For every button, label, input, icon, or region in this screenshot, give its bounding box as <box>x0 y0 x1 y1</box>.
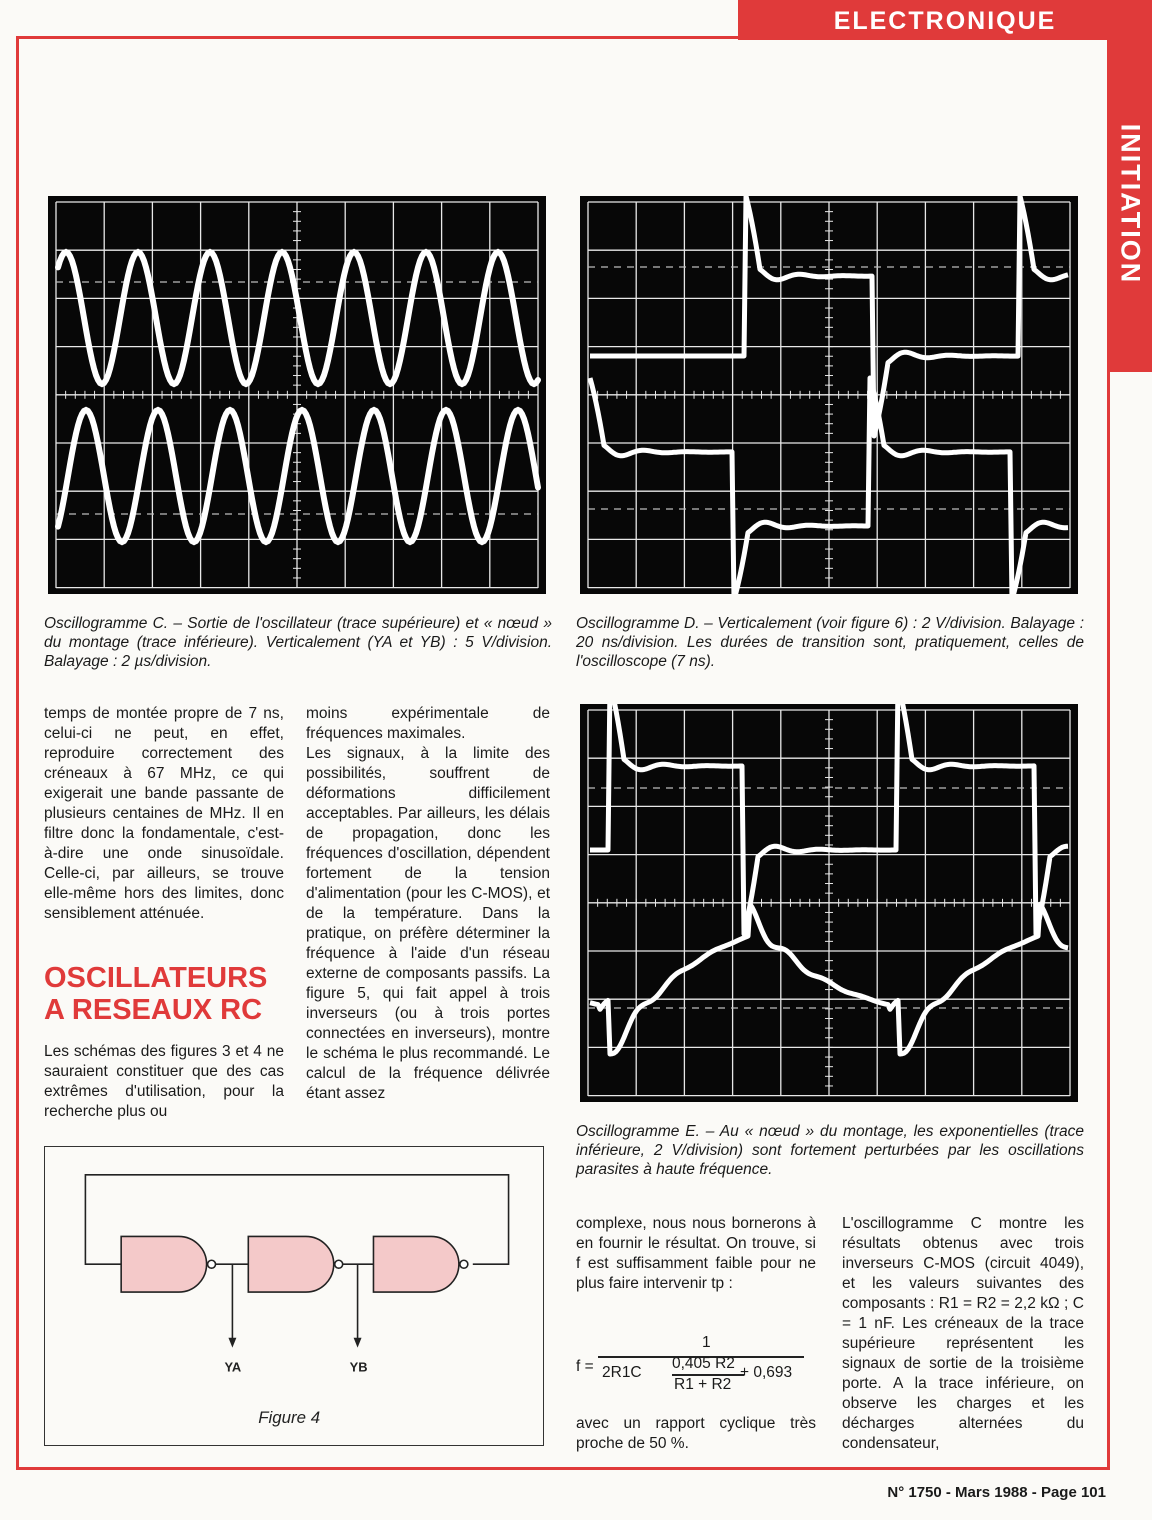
side-tab-label: INITIATION <box>1115 123 1146 285</box>
article-column-4 <box>842 1214 1084 1454</box>
page-footer: N° 1750 - Mars 1988 - Page 101 <box>887 1484 1106 1501</box>
figure-4-label: Figure 4 <box>258 1408 321 1428</box>
paragraph: moins expérimentale de fréquences maximales. <box>306 705 550 742</box>
nand-gate-1 <box>121 1236 206 1292</box>
article-column-2 <box>306 704 550 1104</box>
gate-3-bubble <box>460 1260 468 1268</box>
article-column-3 <box>576 1214 816 1294</box>
formula-numerator: 1 <box>702 1334 711 1351</box>
oscillogram-c <box>48 196 546 594</box>
output-b-label: YB <box>349 1359 368 1375</box>
formula-lhs: f = <box>576 1358 594 1375</box>
oscillogram-e <box>580 704 1078 1102</box>
oscillogram-c-screen <box>48 196 546 594</box>
article-column-1-bottom <box>44 1042 284 1122</box>
oscillogram-c-caption: Oscillogramme C. – Sortie de l'oscillateur (trace supérieure) et « nœud » du montage (trace inférieure). Verticalement (YA et YB) : 5 V/division. Balayage : 2 µs/division. <box>44 615 552 670</box>
paragraph: L'oscillogramme C montre les résultats obtenus avec trois inverseurs C-MOS (circuit 4049), et les valeurs suivantes des composants : R1 = R2 = 2,2 kΩ ; C = 1 nF. Les créneaux de la trace supérieure représentent les signaux de sortie de la troisième porte. A la trace inférieure, on observe les charges et les décharges alternées du condensateur, <box>842 1215 1084 1452</box>
section-heading: OSCILLATEURS A RESEAUX RC <box>44 962 268 1026</box>
formula-den-right: + 0,693 <box>740 1364 793 1381</box>
frequency-formula <box>576 1334 816 1404</box>
paragraph: complexe, nous nous bornerons à en fournir le résultat. On trouve, si f est suffisamment faible pour ne plus faire intervenir tp : <box>576 1215 816 1292</box>
nand-gate-3 <box>373 1236 458 1292</box>
formula-inner-den: R1 + R2 <box>674 1376 732 1393</box>
figure-4 <box>44 1146 544 1446</box>
paragraph: Les signaux, à la limite des possibilités, souffrent de déformations difficilement acceptables. Par ailleurs, les délais de propagation, donc les fréquences d'oscillation, dépendent fortement de la tension d'alimentation (pour les C-MOS), et de la température. Dans la pratique, on préfère déterminer la fréquence à l'aide d'un réseau externe de composants passifs. La figure 5, qui fait appel à trois inverseurs (ou à trois portes connectées en inverseurs), montre le schéma le plus recommandé. Le calcul de la fréquence délivrée étant assez <box>306 745 550 1102</box>
formula-inner-num: 0,405 R2 <box>672 1355 735 1372</box>
section-header: ELECTRONIQUE <box>738 0 1152 40</box>
paragraph: temps de montée propre de 7 ns, celui-ci ne peut, en effet, reproduire correctement des créneaux à 67 MHz, ce qui exigerait une bande passante de plusieurs centaines de MHz. Il en filtre donc la fondamentale, c'est-à-dire une onde sinusoïdale. Celle-ci, par ailleurs, se trouve elle-même hors des limites, donc sensiblement atténuée. <box>44 705 284 922</box>
oscillogram-e-caption: Oscillogramme E. – Au « nœud » du montage, les exponentielles (trace inférieure, 2 V/division) sont fortement perturbées par les oscillations parasites à haute fréquence. <box>576 1123 1084 1178</box>
article-column-1 <box>44 704 284 924</box>
side-tab <box>1108 36 1152 372</box>
gate-2-bubble <box>335 1260 343 1268</box>
arrow-down-icon <box>354 1338 362 1348</box>
article-column-3-bottom <box>576 1414 816 1454</box>
oscillogram-e-screen <box>580 704 1078 1102</box>
formula-den-left: 2R1C <box>602 1364 642 1381</box>
arrow-down-icon <box>228 1338 236 1348</box>
paragraph: Les schémas des figures 3 et 4 ne sauraient constituer que des cas extrêmes d'utilisation, pour la recherche plus ou <box>44 1043 284 1120</box>
oscillogram-d-caption: Oscillogramme D. – Verticalement (voir figure 6) : 2 V/division. Balayage : 20 ns/division. Les durées de transition sont, pratiquement, celles de l'oscilloscope (7 ns). <box>576 615 1084 670</box>
nand-gate-2 <box>248 1236 333 1292</box>
output-a-label: YA <box>224 1359 242 1375</box>
gate-1-bubble <box>208 1260 216 1268</box>
oscillogram-d <box>580 196 1078 594</box>
figure-4-schematic <box>45 1147 543 1445</box>
paragraph: avec un rapport cyclique très proche de 50 %. <box>576 1415 816 1452</box>
oscillogram-d-screen <box>580 196 1078 594</box>
